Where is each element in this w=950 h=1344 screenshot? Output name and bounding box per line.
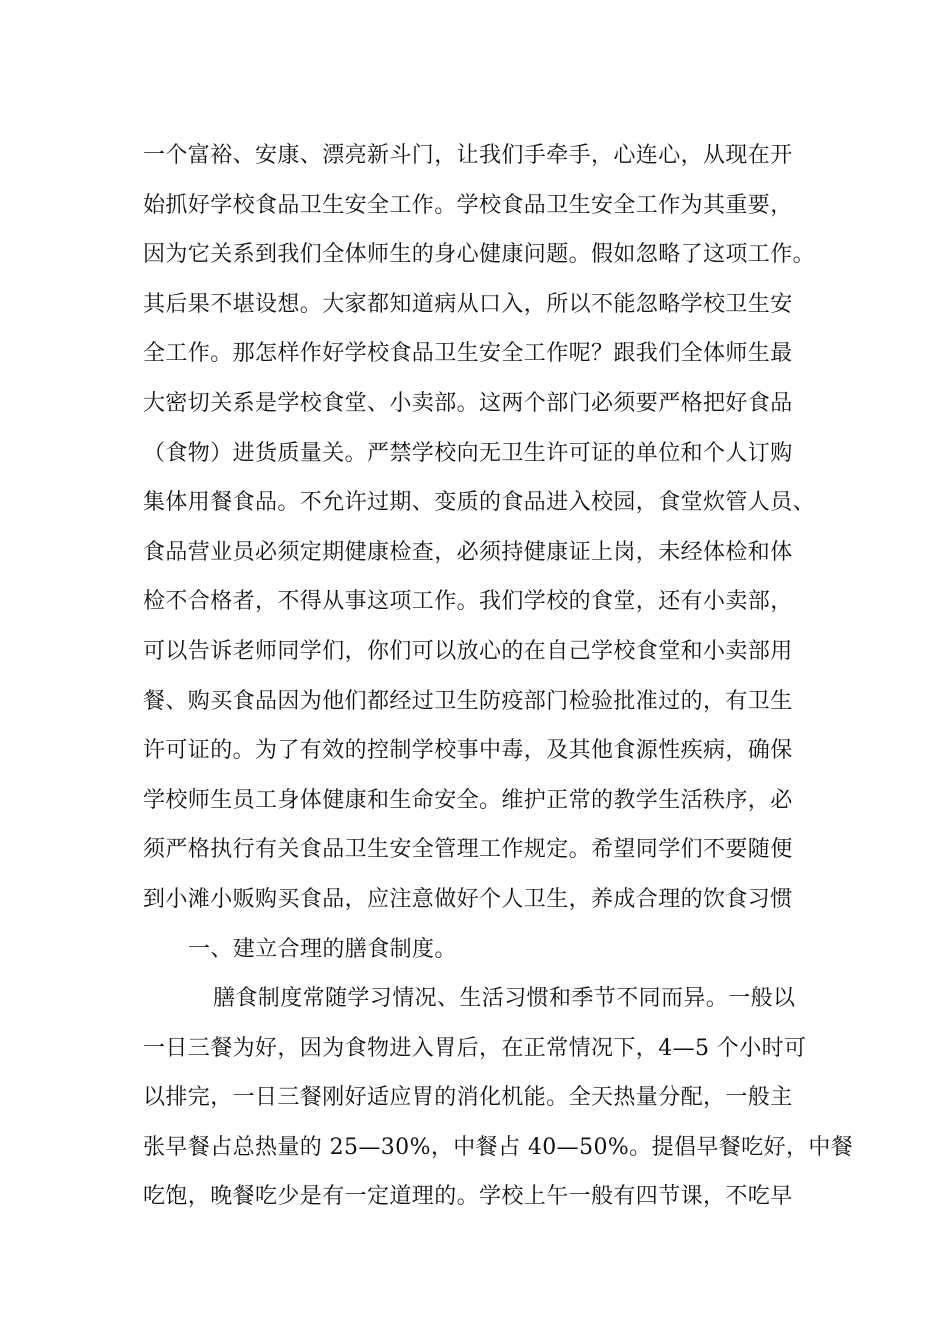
paragraph-line: （食物）进货质量关。严禁学校向无卫生许可证的单位和个人订购 [143,440,793,466]
paragraph-line: 餐、购买食品因为他们都经过卫生防疫部门检验批准过的，有卫生 [143,688,793,714]
section-heading: 一、建立合理的膳食制度。 [188,936,457,962]
paragraph-line: 集体用餐食品。不允许过期、变质的食品进入校园，食堂炊管人员、 [143,490,816,516]
paragraph-line: 全工作。那怎样作好学校食品卫生安全工作呢？跟我们全体师生最 [143,341,793,367]
document-body [143,131,854,1222]
paragraph-line: 大密切关系是学校食堂、小卖部。这两个部门必须要严格把好食品 [143,390,793,416]
paragraph-line: 吃饱，晚餐吃少是有一定道理的。学校上午一般有四节课，不吃早 [143,1184,793,1210]
paragraph-line: 始抓好学校食品卫生安全工作。学校食品卫生安全工作为其重要， [143,192,793,218]
paragraph-line: 以排完，一日三餐刚好适应胃的消化机能。全天热量分配，一般主 [143,1085,793,1111]
paragraph-line: 张早餐占总热量的 25—30%，中餐占 40—50%。提倡早餐吃好，中餐 [143,1134,854,1160]
paragraph-line: 一个富裕、安康、漂亮新斗门，让我们手牵手，心连心，从现在开 [143,143,793,168]
paragraph-line: 学校师生员工身体健康和生命安全。维护正常的教学生活秩序，必 [143,787,793,813]
paragraph-line: 须严格执行有关食品卫生安全管理工作规定。希望同学们不要随便 [143,837,793,863]
paragraph-line: 到小滩小贩购买食品，应注意做好个人卫生，养成合理的饮食习惯 [143,886,793,912]
paragraph-line: 食品营业员必须定期健康检查，必须持健康证上岗，未经体检和体 [143,539,793,565]
paragraph-line: 检不合格者，不得从事这项工作。我们学校的食堂，还有小卖部， [143,589,793,615]
paragraph-line: 可以告诉老师同学们，你们可以放心的在自己学校食堂和小卖部用 [143,638,793,664]
paragraph-line: 一日三餐为好，因为食物进入胃后，在正常情况下，4—5 个小时可 [143,1035,807,1061]
paragraph-line: 因为它关系到我们全体师生的身心健康问题。假如忽略了这项工作。 [143,242,816,268]
paragraph-line: 许可证的。为了有效的控制学校事中毒，及其他食源性疾病，确保 [143,738,793,764]
paragraph-line: 其后果不堪设想。大家都知道病从口入，所以不能忽略学校卫生安 [143,291,793,317]
paragraph-line: 膳食制度常随学习情况、生活习惯和季节不同而异。一般以 [213,986,796,1012]
